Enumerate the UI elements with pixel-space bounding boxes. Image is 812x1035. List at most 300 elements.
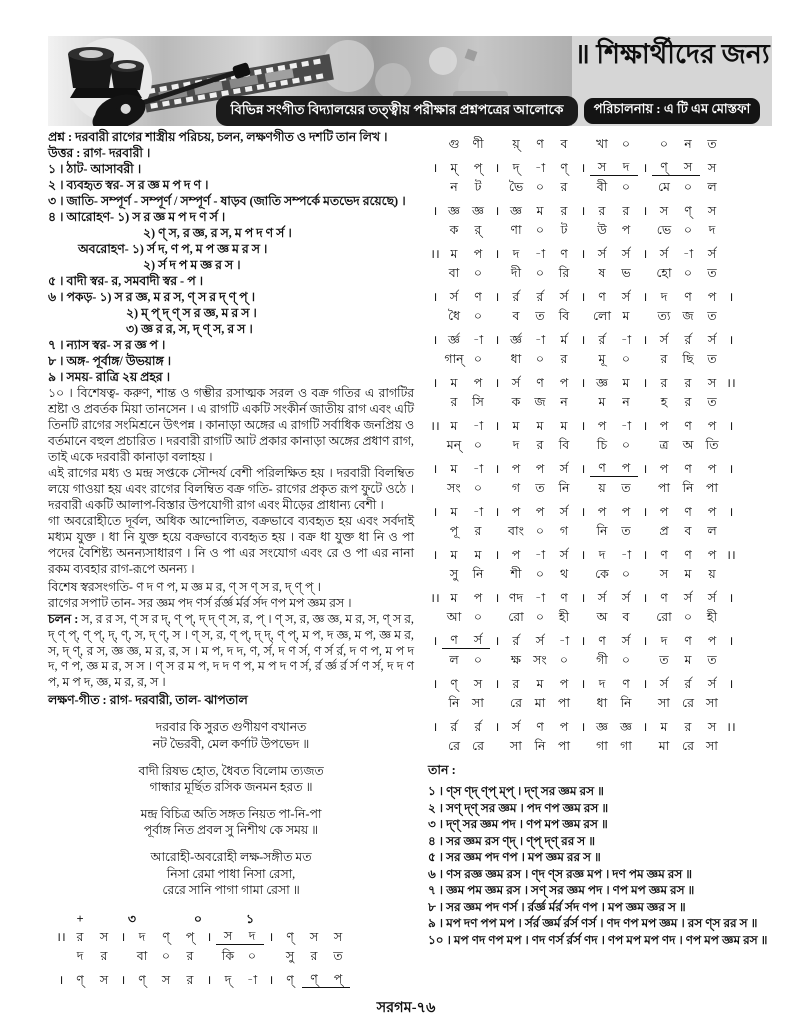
lyric-cell: র — [536, 438, 544, 453]
note-cell: দ — [660, 290, 668, 305]
bar-line: । — [268, 930, 274, 945]
lyric-cell: ০ — [473, 266, 483, 281]
note-cell: র্স — [707, 333, 717, 348]
lyric-cell: ০ — [683, 610, 693, 625]
swaralipi-notation — [428, 134, 772, 754]
note-cell: ণ্ — [450, 677, 458, 692]
bar-line: । — [432, 161, 438, 176]
lyric-cell: প — [621, 223, 631, 238]
lyric-cell: ০ — [621, 180, 631, 195]
note-cell: প — [707, 634, 717, 649]
note-cell: -া — [620, 419, 632, 434]
lyric-cell: ভে — [656, 223, 672, 238]
lyric-cell: র্ — [474, 223, 482, 238]
lyric-cell: ত — [707, 395, 717, 410]
list-item: ১ । ঠাট- আসাবরী । — [48, 161, 142, 176]
notation-row — [428, 244, 772, 262]
lyric-cell: কে — [595, 567, 609, 582]
note-cell: দ — [512, 247, 520, 262]
lyric-row — [428, 650, 772, 668]
lyric-cell: গু — [448, 137, 460, 152]
tan-line: ৬ । ণস রজ্ঞ জ্ঞম রস । ণ্দ ণ্স রজ্ঞ মপ । দণ পম জ্ঞম রস ॥ — [428, 866, 693, 881]
note-cell: প — [559, 677, 569, 692]
bar-line: । — [494, 634, 500, 649]
note-cell: প — [535, 462, 545, 477]
header-title-panel — [572, 36, 772, 126]
lyric-cell: য় — [598, 481, 606, 496]
lyric-cell: সি — [472, 395, 484, 410]
lyric-cell: বি — [558, 309, 570, 324]
lyric-cell: রি — [558, 266, 570, 281]
note-cell: ণ — [660, 591, 668, 606]
usage-paragraph: গা অবরোহীতে দূর্বল, অধিক আন্দোলিত, বক্রভাবে ব্যবহৃত হয় এবং সর্বদাই মধ্যম যুক্ত । ধা নি যুক্ত হয়ে বক্রভাবে ব্যবহৃত হয় । বক্র ধা যুক্ত ধা নি ও পা পদের বৈশিষ্ট্য অনন্যসাধারণ । নি ও পা এর সংযোগ এবং রে ও পা এর নানা রকম ব্যবহার রাগ-রূপে অনন্য । — [48, 513, 414, 576]
note-cell: স — [590, 161, 614, 176]
notation-row — [428, 631, 772, 649]
lyric-row — [428, 564, 772, 582]
note-cell: -া — [620, 333, 632, 348]
lyric-cell: নি — [620, 696, 632, 711]
lyric-cell: ০ — [473, 481, 483, 496]
note-cell: ণ — [684, 634, 692, 649]
note-cell: র — [622, 204, 630, 219]
note-cell: ণ — [474, 290, 482, 305]
lyric-cell: ত — [535, 481, 545, 496]
lyric-cell: ল — [707, 180, 717, 195]
lyric-cell: জ — [682, 309, 694, 324]
lyric-cell: ট — [474, 180, 482, 195]
verse-line: আরোহী-অবরোহী লক্ষ-সঙ্গীত মত — [150, 850, 312, 864]
note-cell: প — [621, 505, 631, 520]
lyric-cell: সা — [658, 696, 670, 711]
lyric-row — [428, 607, 772, 625]
lyric-row — [428, 306, 772, 324]
lyric-cell: ক — [449, 223, 459, 238]
lyric-cell: সা — [706, 696, 718, 711]
note-cell: দ — [614, 161, 638, 176]
tan-line: ২ । সণ্ দ্ণ্ সর জ্ঞম । পদ ণপ জ্ঞম রস ॥ — [428, 800, 609, 815]
lyric-cell: ম — [598, 395, 606, 410]
bar-line: ।। — [430, 419, 440, 434]
note-cell: র — [186, 973, 194, 988]
bar-line: । — [494, 591, 500, 606]
bar-line: । — [432, 462, 438, 477]
note-cell: র — [684, 376, 692, 391]
bar-line: । — [494, 290, 500, 305]
tala-marker: ১ — [245, 912, 255, 927]
note-cell: ম — [622, 376, 630, 391]
note-cell: ম — [450, 247, 458, 262]
lyric-cell: গা — [620, 739, 632, 754]
note-cell: ণ্ — [286, 930, 294, 945]
tan-line: ১ । ণ্স ণ্দ্ ণ্প্ ম্প্ । দ্ণ্ সর জ্ঞম রস ॥ — [428, 784, 604, 798]
bar-line: । — [580, 462, 586, 477]
note-cell: প — [659, 462, 669, 477]
note-cell: প — [707, 548, 717, 563]
note-cell: ণ — [622, 677, 630, 692]
lyric-cell: পা — [557, 739, 571, 754]
note-cell: স — [161, 973, 171, 988]
lakshan-git-heading: লক্ষণ-গীত : রাগ- দরবারী, তাল- ঝাপতাল — [48, 693, 248, 708]
note-cell: ণ্ — [652, 161, 676, 176]
verse-line: দরবার কি সুরত গুণীয়ণ বখানত — [155, 720, 307, 735]
note-cell: -া — [472, 419, 484, 434]
lyric-cell: নি — [682, 481, 694, 496]
note-cell: জ্ঞ — [596, 376, 608, 391]
note-cell: স — [707, 376, 717, 391]
bar-line: । — [580, 247, 586, 262]
tan-line: ৪ । সর জ্ঞম রস ণ্দ্ । ণ্প্ দ্ণ্ রর স ॥ — [428, 833, 596, 848]
note-cell: প — [559, 376, 569, 391]
bar-line: । — [642, 462, 648, 477]
lyric-cell: মা — [658, 739, 670, 754]
verse — [48, 806, 414, 839]
lyric-cell: ন — [684, 137, 692, 152]
bar-line: । — [642, 720, 648, 735]
bar-line: । — [432, 634, 438, 649]
note-cell: ণ — [660, 548, 668, 563]
bar-line: । — [580, 290, 586, 305]
lyric-cell: স — [659, 567, 669, 582]
note-cell: র্স — [707, 247, 717, 262]
note-cell: ণ — [684, 290, 692, 305]
bar-line: । — [494, 161, 500, 176]
lyric-cell: ত — [535, 309, 545, 324]
bar-line: । — [580, 419, 586, 434]
lyric-cell: র — [310, 949, 318, 964]
lyric-row — [428, 736, 772, 754]
note-cell: র্জ্ঞ — [510, 333, 522, 348]
list-item: ৫ । বাদী স্বর- র, সমবাদী স্বর - প । — [48, 273, 204, 288]
bar-line: । — [432, 548, 438, 563]
lyric-cell: ০ — [621, 438, 631, 453]
lyric-cell: ০ — [621, 567, 631, 582]
lyric-cell: ০ — [535, 180, 545, 195]
bar-line: । — [580, 204, 586, 219]
note-cell: ণ্ — [286, 973, 294, 988]
lyric-row — [428, 478, 772, 496]
lyric-cell: ব — [622, 610, 630, 625]
bar-line: । — [728, 591, 734, 606]
note-cell: প্ — [326, 973, 350, 988]
note-cell: প — [707, 505, 717, 520]
lyric-cell: গী — [596, 653, 608, 668]
lyric-cell: ন — [622, 395, 630, 410]
lyric-cell: বাং — [508, 524, 524, 539]
note-cell: -া — [246, 973, 258, 988]
verse-line: পূর্বাঙ্গ নিত প্রবল সু নিশীথ কে সময় ॥ — [143, 823, 319, 838]
notation-row — [428, 373, 772, 391]
bar-line: । — [580, 677, 586, 692]
tala-marker: ০ — [193, 912, 203, 927]
lyric-cell: ০ — [247, 949, 257, 964]
bar-line: । — [432, 376, 438, 391]
note-cell: ণ্ — [76, 973, 84, 988]
note-cell: -া — [620, 548, 632, 563]
lyric-cell: ভৈ — [508, 180, 524, 195]
note-cell: -া — [558, 634, 570, 649]
lyric-cell: সা — [706, 739, 718, 754]
bar-line: । — [268, 973, 274, 988]
lyric-cell: র — [560, 352, 568, 367]
lyric-cell: অ — [596, 610, 608, 625]
lyric-cell: উ — [597, 223, 607, 238]
note-cell: র্স — [597, 591, 607, 606]
lyric-cell: ত — [707, 352, 717, 367]
lyric-cell: ০ — [535, 352, 545, 367]
notation-row — [428, 459, 772, 477]
lyric-cell: ০ — [161, 949, 171, 964]
question-text: প্রশ্ন : দরবারী রাগের শাস্ত্রীয় পরিচয়, চলন, লক্ষণগীত ও দশটি তান লিখ । — [48, 130, 388, 144]
chalan-paragraph — [48, 612, 414, 692]
lyric-cell: প্র — [659, 524, 669, 539]
lyric-row — [428, 134, 772, 152]
lyric-cell: সং — [533, 653, 547, 668]
note-cell: র — [560, 204, 568, 219]
note-cell: র্স — [621, 247, 631, 262]
note-cell: ম — [536, 204, 544, 219]
note-cell: ম — [450, 548, 458, 563]
note-cell: র্র — [536, 290, 544, 305]
notation-row — [428, 717, 772, 735]
lyric-cell: র — [660, 352, 668, 367]
lyric-cell: ০ — [473, 438, 483, 453]
bar-line: । — [494, 376, 500, 391]
note-cell: র্র — [474, 720, 482, 735]
lyric-cell: ০ — [559, 653, 569, 668]
lyric-row — [428, 521, 772, 539]
bar-line: । — [642, 591, 648, 606]
lyric-cell: ণা — [510, 223, 522, 238]
lyric-cell: রে — [682, 696, 694, 711]
note-cell: র্স — [449, 290, 459, 305]
list-item: ২ । ব্যবহৃত স্বর- স র জ্ঞ ম প দ ণ । — [48, 177, 209, 192]
note-cell: র্স — [707, 677, 717, 692]
verse-line: মন্দ্র বিচিত্র অতি সঙ্গত নিয়ত পা-নি-পা — [140, 806, 322, 821]
note-cell: প — [597, 419, 607, 434]
list-item: অবরোহণ- ১) র্স দ, ণ প, ম প জ্ঞ ম র স । — [78, 241, 268, 256]
lyric-cell: গান্ — [444, 352, 464, 367]
lyric-row — [428, 349, 772, 367]
lyric-cell: র — [100, 949, 108, 964]
notation-row — [54, 927, 414, 945]
bar-line: । — [494, 419, 500, 434]
lyric-cell: লো — [592, 309, 611, 324]
lyric-cell: ন — [450, 180, 458, 195]
bar-line: । — [728, 419, 734, 434]
lyric-cell: ০ — [621, 653, 631, 668]
note-cell: প — [707, 462, 717, 477]
bar-line: । — [642, 376, 648, 391]
note-cell: র্র — [598, 333, 606, 348]
list-item: ৬ । পকড়- ১) স র জ্ঞ, ম র স, ণ্ স র দ্ ণ্ প্ । — [48, 289, 255, 304]
note-cell: ণ — [536, 720, 544, 735]
header-collage — [48, 36, 572, 126]
lyric-cell: নি — [448, 696, 460, 711]
lyric-cell: ল — [449, 653, 459, 668]
note-cell: -া — [534, 333, 546, 348]
bar-line: । — [432, 204, 438, 219]
song-verses — [48, 719, 414, 898]
note-cell: -া — [534, 548, 546, 563]
note-cell: ম — [450, 376, 458, 391]
verse — [48, 849, 414, 899]
lyric-cell: ০ — [473, 653, 483, 668]
lyric-cell: সা — [510, 739, 522, 754]
lyric-cell: ধা — [596, 696, 608, 711]
sthayi-notation-block — [48, 913, 414, 988]
lyric-cell: য়্ — [512, 137, 520, 152]
note-cell: জ্ঞ — [596, 720, 608, 735]
note-cell: র্র — [684, 677, 692, 692]
notation-row — [428, 502, 772, 520]
lyric-cell: র — [450, 395, 458, 410]
lyric-cell: ষ — [598, 266, 606, 281]
bar-line: । — [728, 634, 734, 649]
lyric-cell: ল — [707, 524, 717, 539]
sapat-tan-line: রাগের সপাট তান- সর জ্ঞম পদ ণর্স র্রর্জ্ঞ র্মর্র র্সদ ণপ মপ জ্ঞম রস । — [48, 595, 352, 610]
note-cell: প্ — [473, 161, 483, 176]
note-cell: স — [99, 973, 109, 988]
note-cell: র্স — [621, 591, 631, 606]
bar-line: । — [642, 247, 648, 262]
lyric-cell: ম — [684, 653, 692, 668]
note-cell: র্স — [511, 376, 521, 391]
verse-line: বাদী রিষভ হোত, ধৈবত বিলোম ত্যজত — [138, 763, 324, 778]
chalan-text: স, র র স, ণ্ স র দ্, ণ্ প্, দ্ দ্ ণ্ স, র, প্ । ণ্ স, র, জ্ঞ জ্ঞ, ম র, স, ণ্ স র, দ্ ণ্ প্, ণ্ প্, দ্, ণ্, স, দ্ ণ্, স । ণ্ স, র, ণ্ প্, দ্ দ্, ণ্ প্, ম প, দ জ্ঞ, ম প, জ্ঞ ম র, স, দ্ ণ্, র স, জ্ঞ জ্ঞ, ম র, র, স । ম প, দ দ, ণ, র্স, দ ণ র্স, ণ র্স র্র, দ ণ প, ম প দ দ, ণ প, জ্ঞ ম র, স স । ণ্ স র ম প, দ দ ণ প, ম প দ ণ র্স, র্র র্জ্ঞ র্র র্স ণ র্স, দ দ ণ প, ম প দ, জ্ঞ, ম র, র, স । — [48, 611, 414, 690]
note-cell: ণ — [684, 548, 692, 563]
lyric-cell: র — [560, 180, 568, 195]
bar-line: । — [642, 419, 648, 434]
note-cell: র্স — [659, 333, 669, 348]
bar-line: । — [728, 462, 734, 477]
note-cell: দ — [138, 930, 146, 945]
lyric-cell: পূ — [449, 524, 459, 539]
note-cell: ণ — [598, 290, 606, 305]
lyric-cell: ক — [511, 395, 521, 410]
note-cell: র — [512, 677, 520, 692]
note-cell: ম — [560, 419, 568, 434]
note-cell: প — [535, 505, 545, 520]
lyric-cell: পা — [705, 481, 719, 496]
lyric-cell: ব — [560, 137, 568, 152]
bar-line: । — [642, 161, 648, 176]
lyric-cell: গা — [596, 739, 608, 754]
note-cell: ণ — [684, 462, 692, 477]
notation-row — [428, 287, 772, 305]
note-cell: র্স — [559, 548, 569, 563]
note-cell: ণ্ — [162, 930, 170, 945]
verse-line: নিসা রেমা পাধা নিসা রেসা, — [166, 866, 296, 881]
note-cell: -া — [472, 462, 484, 477]
bar-line: । — [642, 204, 648, 219]
bar-line: ।। — [430, 591, 440, 606]
note-cell: ণ — [598, 634, 606, 649]
note-cell: স — [707, 204, 717, 219]
bar-line: ।। — [726, 376, 736, 391]
lyric-cell: দ — [708, 223, 716, 238]
lyric-cell: হী — [558, 610, 570, 625]
bar-line: । — [120, 973, 126, 988]
note-cell: দ্ — [224, 973, 232, 988]
bar-line: । — [642, 290, 648, 305]
lyric-cell: মা — [534, 696, 546, 711]
lyric-cell: মে — [657, 180, 670, 195]
lyric-cell: ০ — [473, 352, 483, 367]
svara-sangati-line: বিশেষ স্বরসংগতি- ণ দ ণ প, ম জ্ঞ ম র, ণ্ স ণ্ স র, দ্ ণ্ প্ । — [48, 579, 321, 594]
lyric-cell: ম — [684, 567, 692, 582]
note-cell: প — [511, 505, 521, 520]
bar-line: । — [642, 677, 648, 692]
right-column — [428, 130, 772, 989]
octave-paragraph: এই রাগের মধ্য ও মন্দ্র সপ্তকে সৌন্দর্য বেশী পরিলক্ষিত হয় । দরবারী বিলম্বিত লয়ে গাওয়া হয় এবং রাগের বিলম্বিত বক্র গতি- রাগের প্রকৃত রূপ ফুটে ওঠে । দরবারী একটি আলাপ-বিস্তার উপযোগী রাগ এবং মীড়ের প্রাধান্য বেশী । — [48, 465, 414, 512]
bar-line: । — [494, 677, 500, 692]
note-cell: -া — [472, 505, 484, 520]
bar-line: ।। — [430, 247, 440, 262]
bar-line: । — [494, 247, 500, 262]
note-cell: ণ — [684, 505, 692, 520]
lyric-cell: নি — [534, 739, 546, 754]
bar-line: । — [494, 505, 500, 520]
notation-row — [428, 416, 772, 434]
note-cell: ম — [450, 591, 458, 606]
note-cell: র্স — [621, 634, 631, 649]
note-cell: ণ — [590, 462, 614, 477]
tan-line: ৮ । সর জ্ঞম পদ ণর্স । র্রর্জ্ঞ র্মর্র র্সদ ণপ । মপ জ্ঞম জ্ঞর স ॥ — [428, 899, 686, 914]
note-cell: দ — [240, 930, 264, 945]
note-cell: -া — [534, 161, 546, 176]
bar-line: । — [120, 930, 126, 945]
bar-line: । — [206, 973, 212, 988]
bar-line: । — [580, 591, 586, 606]
bar-line: । — [494, 548, 500, 563]
lyric-cell: ত — [333, 949, 343, 964]
note-cell: স — [659, 204, 669, 219]
bar-line: । — [432, 290, 438, 305]
notation-row — [428, 674, 772, 692]
lyric-cell: ণ — [536, 137, 544, 152]
bar-line: । — [728, 505, 734, 520]
lyric-cell: ত — [621, 481, 631, 496]
lyric-cell: হ — [660, 395, 668, 410]
note-cell: প — [707, 290, 717, 305]
bar-line: । — [642, 634, 648, 649]
note-cell: ণ্ — [138, 973, 146, 988]
lyric-row — [428, 435, 772, 453]
lyric-cell: দ — [76, 949, 84, 964]
note-cell: প — [559, 720, 569, 735]
bar-line: ।। — [726, 548, 736, 563]
lyric-cell: ন — [560, 395, 568, 410]
lyric-cell: হো — [656, 266, 672, 281]
note-cell: র্র — [512, 634, 520, 649]
notation-row — [428, 158, 772, 176]
lyric-cell: ছি — [682, 352, 694, 367]
lyric-cell: ধা — [510, 352, 522, 367]
bar-line: । — [580, 720, 586, 735]
lyric-cell: ণী — [472, 137, 484, 152]
lyric-row — [428, 392, 772, 410]
note-cell: জ্ঞ — [620, 720, 632, 735]
lyric-cell: ব — [512, 309, 520, 324]
note-cell: প — [707, 419, 717, 434]
note-cell: -া — [534, 247, 546, 262]
lyric-cell: য় — [708, 567, 716, 582]
note-cell: ম — [536, 419, 544, 434]
note-cell: র্স — [559, 462, 569, 477]
note-cell: জ্ঞ — [448, 204, 460, 219]
lyric-cell: ০ — [683, 223, 693, 238]
lyric-cell: হী — [706, 610, 718, 625]
